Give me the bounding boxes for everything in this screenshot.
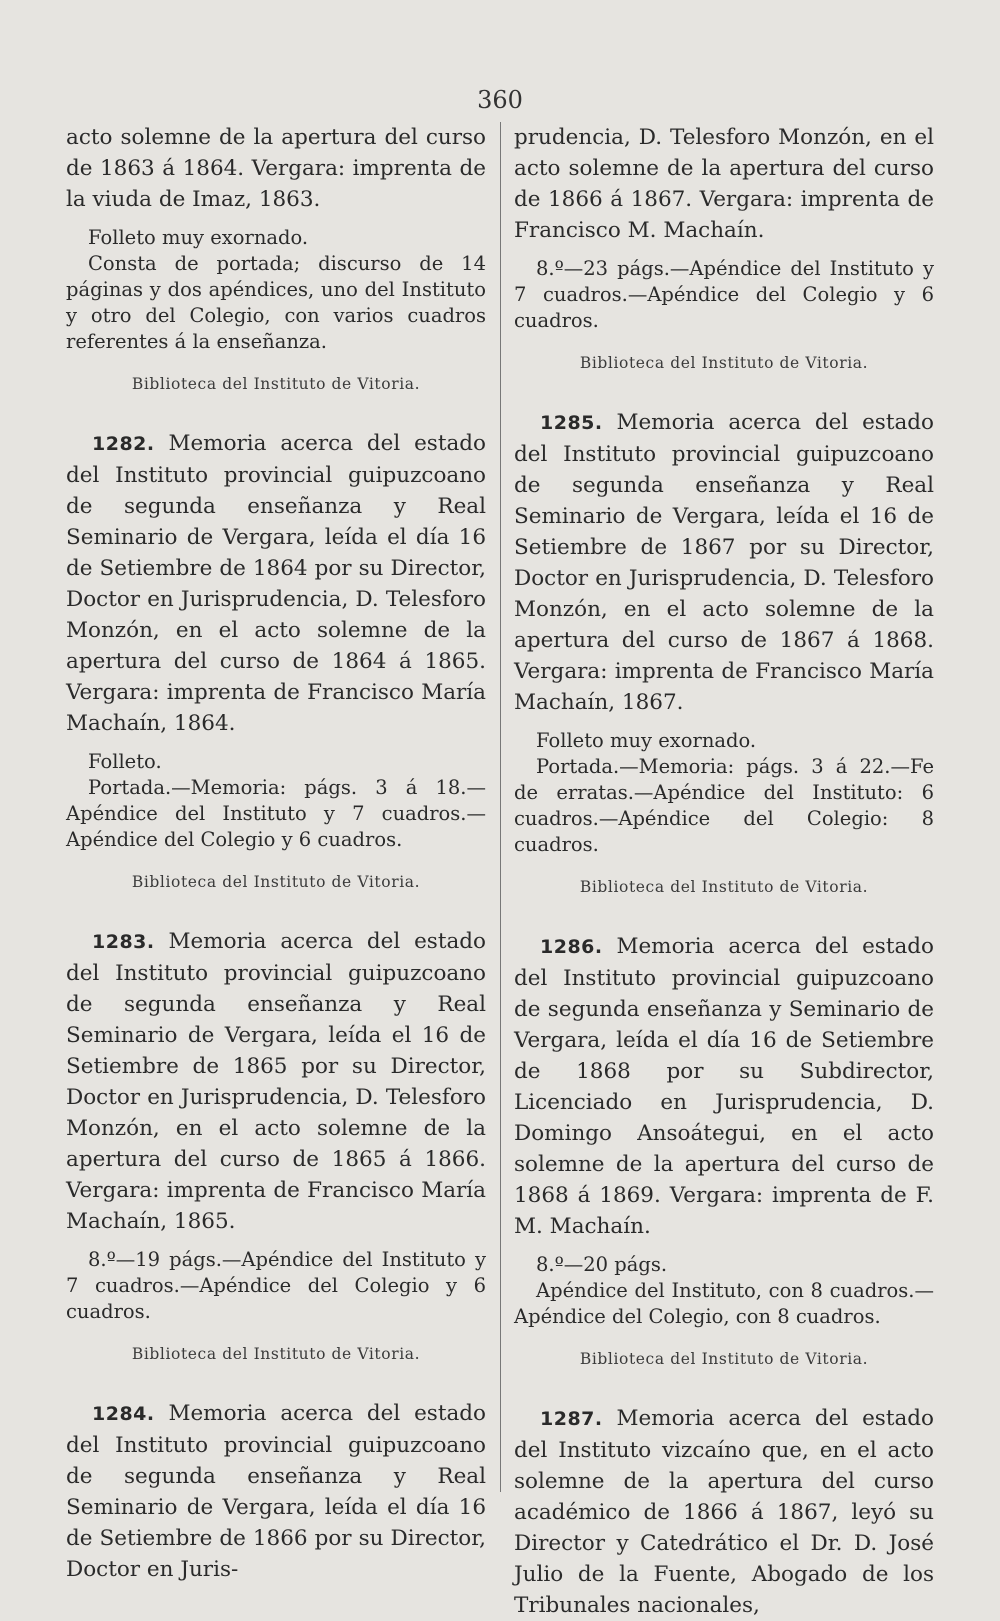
library-note: Biblioteca del Instituto de Vitoria.: [579, 878, 869, 896]
entry-1284: [66, 1398, 486, 1585]
left-column: [66, 122, 486, 1585]
library-note: Biblioteca del Instituto de Vitoria.: [579, 354, 869, 372]
entry-1286-description: [514, 1252, 934, 1330]
column-divider: [500, 122, 501, 1492]
description-line: Consta de portada; discurso de 14 páginas y dos apéndices, uno del Instituto y otro del Colegio, con varios cuadros referentes á la enseñanza.: [66, 252, 486, 353]
library-note: Biblioteca del Instituto de Vitoria.: [131, 375, 421, 393]
description-line: Portada.—Memoria: págs. 3 á 22.—Fe de erratas.—Apéndice del Instituto: 6 cuadros.—Apéndice del Colegio: 8 cuadros.: [514, 755, 934, 856]
description-line: Folleto muy exornado.: [88, 226, 309, 249]
entry-text: Memoria acerca del estado del Instituto vizcaíno que, en el acto solemne de la apertura del curso académico de 1866 á 1867, leyó su Director y Catedrático el Dr. D. José Julio de la Fuente, Abogado de los Tribunales nacionales,: [514, 1406, 934, 1618]
entry-1283-description: [66, 1247, 486, 1325]
entry-1284-description: [514, 256, 934, 334]
description-line: Folleto.: [88, 750, 162, 773]
library-note: Biblioteca del Instituto de Vitoria.: [131, 1345, 421, 1363]
entry-number: 1285.: [540, 412, 603, 434]
entry-number: 1286.: [540, 936, 603, 958]
entry-1281-description: [66, 225, 486, 355]
entry-1281-continuation: acto solemne de la apertura del curso de 1863 á 1864. Vergara: imprenta de la viuda de Imaz, 1863.: [66, 125, 486, 212]
entry-number: 1282.: [92, 433, 155, 455]
page-number: 360: [477, 86, 523, 114]
entry-1282: [66, 428, 486, 739]
description-line: 8.º—20 págs.: [536, 1253, 668, 1276]
library-note: Biblioteca del Instituto de Vitoria.: [579, 1350, 869, 1368]
description-line: 8.º—23 págs.—Apéndice del Instituto y 7 cuadros.—Apéndice del Colegio y 6 cuadros.: [514, 257, 934, 332]
entry-1285: [514, 407, 934, 718]
entry-number: 1287.: [540, 1408, 603, 1430]
entry-1287: [514, 1403, 934, 1621]
entry-1284-continuation: prudencia, D. Telesforo Monzón, en el acto solemne de la apertura del curso de 1866 á 1867. Vergara: imprenta de Francisco M. Machaín.: [514, 125, 934, 243]
entry-1286: [514, 931, 934, 1242]
description-line: Apéndice del Instituto, con 8 cuadros.—Apéndice del Colegio, con 8 cuadros.: [514, 1279, 934, 1328]
entry-1283: [66, 926, 486, 1237]
entry-text: Memoria acerca del estado del Instituto provincial guipuzcoano de segunda enseñanza y Seminario de Vergara, leída el día 16 de Setiembre de 1868 por su Subdirector, Licenciado en Jurisprudencia, D. Domingo Ansoátegui, en el acto solemne de la apertura del curso de 1868 á 1869. Vergara: imprenta de F. M. Machaín.: [514, 934, 934, 1239]
entry-1282-description: [66, 749, 486, 853]
entry-text: Memoria acerca del estado del Instituto provincial guipuzcoano de segunda enseñanza y Real Seminario de Vergara, leída el 16 de Setiembre de 1865 por su Director, Doctor en Jurisprudencia, D. Telesforo Monzón, en el acto solemne de la apertura del curso de 1865 á 1866. Vergara: imprenta de Francisco María Machaín, 1865.: [66, 929, 486, 1234]
entry-number: 1284.: [92, 1403, 155, 1425]
description-line: Portada.—Memoria: págs. 3 á 18.—Apéndice del Instituto y 7 cuadros.—Apéndice del Colegio y 6 cuadros.: [66, 776, 486, 851]
library-note: Biblioteca del Instituto de Vitoria.: [131, 873, 421, 891]
entry-text: Memoria acerca del estado del Instituto provincial guipuzcoano de segunda enseñanza y Real Seminario de Vergara, leída el 16 de Setiembre de 1867 por su Director, Doctor en Jurisprudencia, D. Telesforo Monzón, en el acto solemne de la apertura del curso de 1867 á 1868. Vergara: imprenta de Francisco María Machaín, 1867.: [514, 410, 934, 715]
description-line: Folleto muy exornado.: [536, 729, 757, 752]
entry-text: Memoria acerca del estado del Instituto provincial guipuzcoano de segunda enseñanza y Real Seminario de Vergara, leída el día 16 de Setiembre de 1866 por su Director, Doctor en Juris-: [66, 1401, 486, 1582]
right-column: [514, 122, 934, 1621]
entry-1285-description: [514, 728, 934, 858]
description-line: 8.º—19 págs.—Apéndice del Instituto y 7 cuadros.—Apéndice del Colegio y 6 cuadros.: [66, 1248, 486, 1323]
entry-text: Memoria acerca del estado del Instituto provincial guipuzcoano de segunda enseñanza y Real Seminario de Vergara, leída el día 16 de Setiembre de 1864 por su Director, Doctor en Jurisprudencia, D. Telesforo Monzón, en el acto solemne de la apertura del curso de 1864 á 1865. Vergara: imprenta de Francisco María Machaín, 1864.: [66, 431, 486, 736]
entry-number: 1283.: [92, 931, 155, 953]
